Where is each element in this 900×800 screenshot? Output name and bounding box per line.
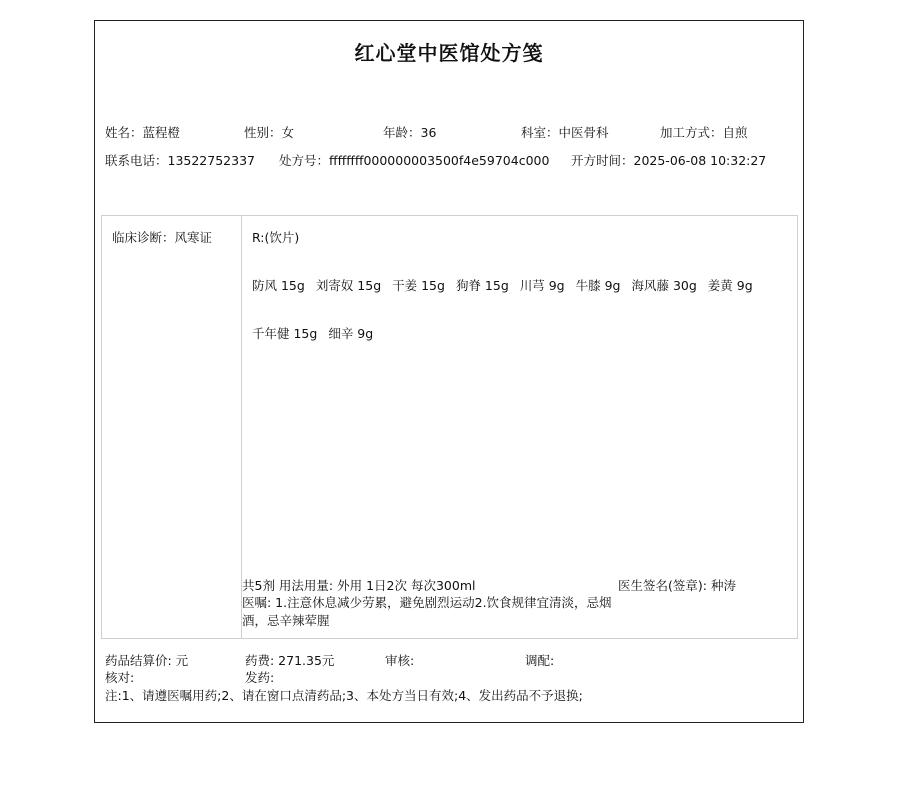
herb-item: 海风藤 30g bbox=[631, 278, 697, 293]
herb-list-line-2 bbox=[252, 324, 380, 342]
herb-list-line-1 bbox=[252, 276, 760, 294]
herb-item: 川芎 9g bbox=[519, 278, 565, 293]
rx-label: R:(饮片) bbox=[252, 230, 300, 245]
review-field: 审核: bbox=[385, 653, 415, 668]
herb-item: 细辛 9g bbox=[328, 326, 374, 341]
medical-advice: 医嘱: 1.注意休息减少劳累，避免剧烈运动2.饮食规律宜清淡，忌烟酒，忌辛辣荤腥 bbox=[242, 595, 612, 628]
herb-item: 千年健 15g bbox=[252, 326, 318, 341]
processing-method: 加工方式：自煎 bbox=[660, 125, 748, 140]
patient-department: 科室：中医骨科 bbox=[521, 125, 609, 140]
herb-item: 牛膝 9g bbox=[575, 278, 621, 293]
herb-item: 狗脊 15g bbox=[455, 278, 509, 293]
diagnosis-column bbox=[102, 216, 242, 638]
doctor-signature: 医生签名(签章): 种涛 bbox=[618, 578, 736, 593]
page-title: 红心堂中医馆处方笺 bbox=[354, 41, 544, 65]
check-field: 核对: bbox=[105, 670, 135, 685]
usage-dosage: 共5剂 用法用量: 外用 1日2次 每次300ml bbox=[242, 578, 476, 593]
herb-item: 干姜 15g bbox=[392, 278, 445, 293]
settle-price: 药品结算价: 元 bbox=[105, 653, 189, 668]
dispense-prep-field: 调配: bbox=[525, 653, 555, 668]
patient-gender: 性别：女 bbox=[244, 125, 295, 140]
patient-phone: 联系电话：13522752337 bbox=[105, 153, 255, 168]
herb-item: 刘寄奴 15g bbox=[315, 278, 382, 293]
prescription-sheet bbox=[94, 20, 804, 723]
drug-fee: 药费: 271.35元 bbox=[245, 653, 335, 668]
patient-name: 姓名：蓝程橙 bbox=[105, 125, 181, 140]
issue-field: 发药: bbox=[245, 670, 275, 685]
herb-item: 防风 15g bbox=[252, 278, 305, 293]
prescription-number: 处方号：ffffffff000000003500f4e59704c000 bbox=[279, 153, 550, 168]
prescription-time: 开方时间：2025-06-08 10:32:27 bbox=[571, 153, 767, 168]
clinical-diagnosis: 临床诊断：风寒证 bbox=[112, 230, 213, 245]
patient-age: 年龄：36 bbox=[383, 125, 437, 140]
prescription-box bbox=[101, 215, 798, 639]
footer-note: 注:1、请遵医嘱用药;2、请在窗口点清药品;3、本处方当日有效;4、发出药品不予退换; bbox=[105, 688, 583, 703]
herb-item: 姜黄 9g bbox=[707, 278, 753, 293]
